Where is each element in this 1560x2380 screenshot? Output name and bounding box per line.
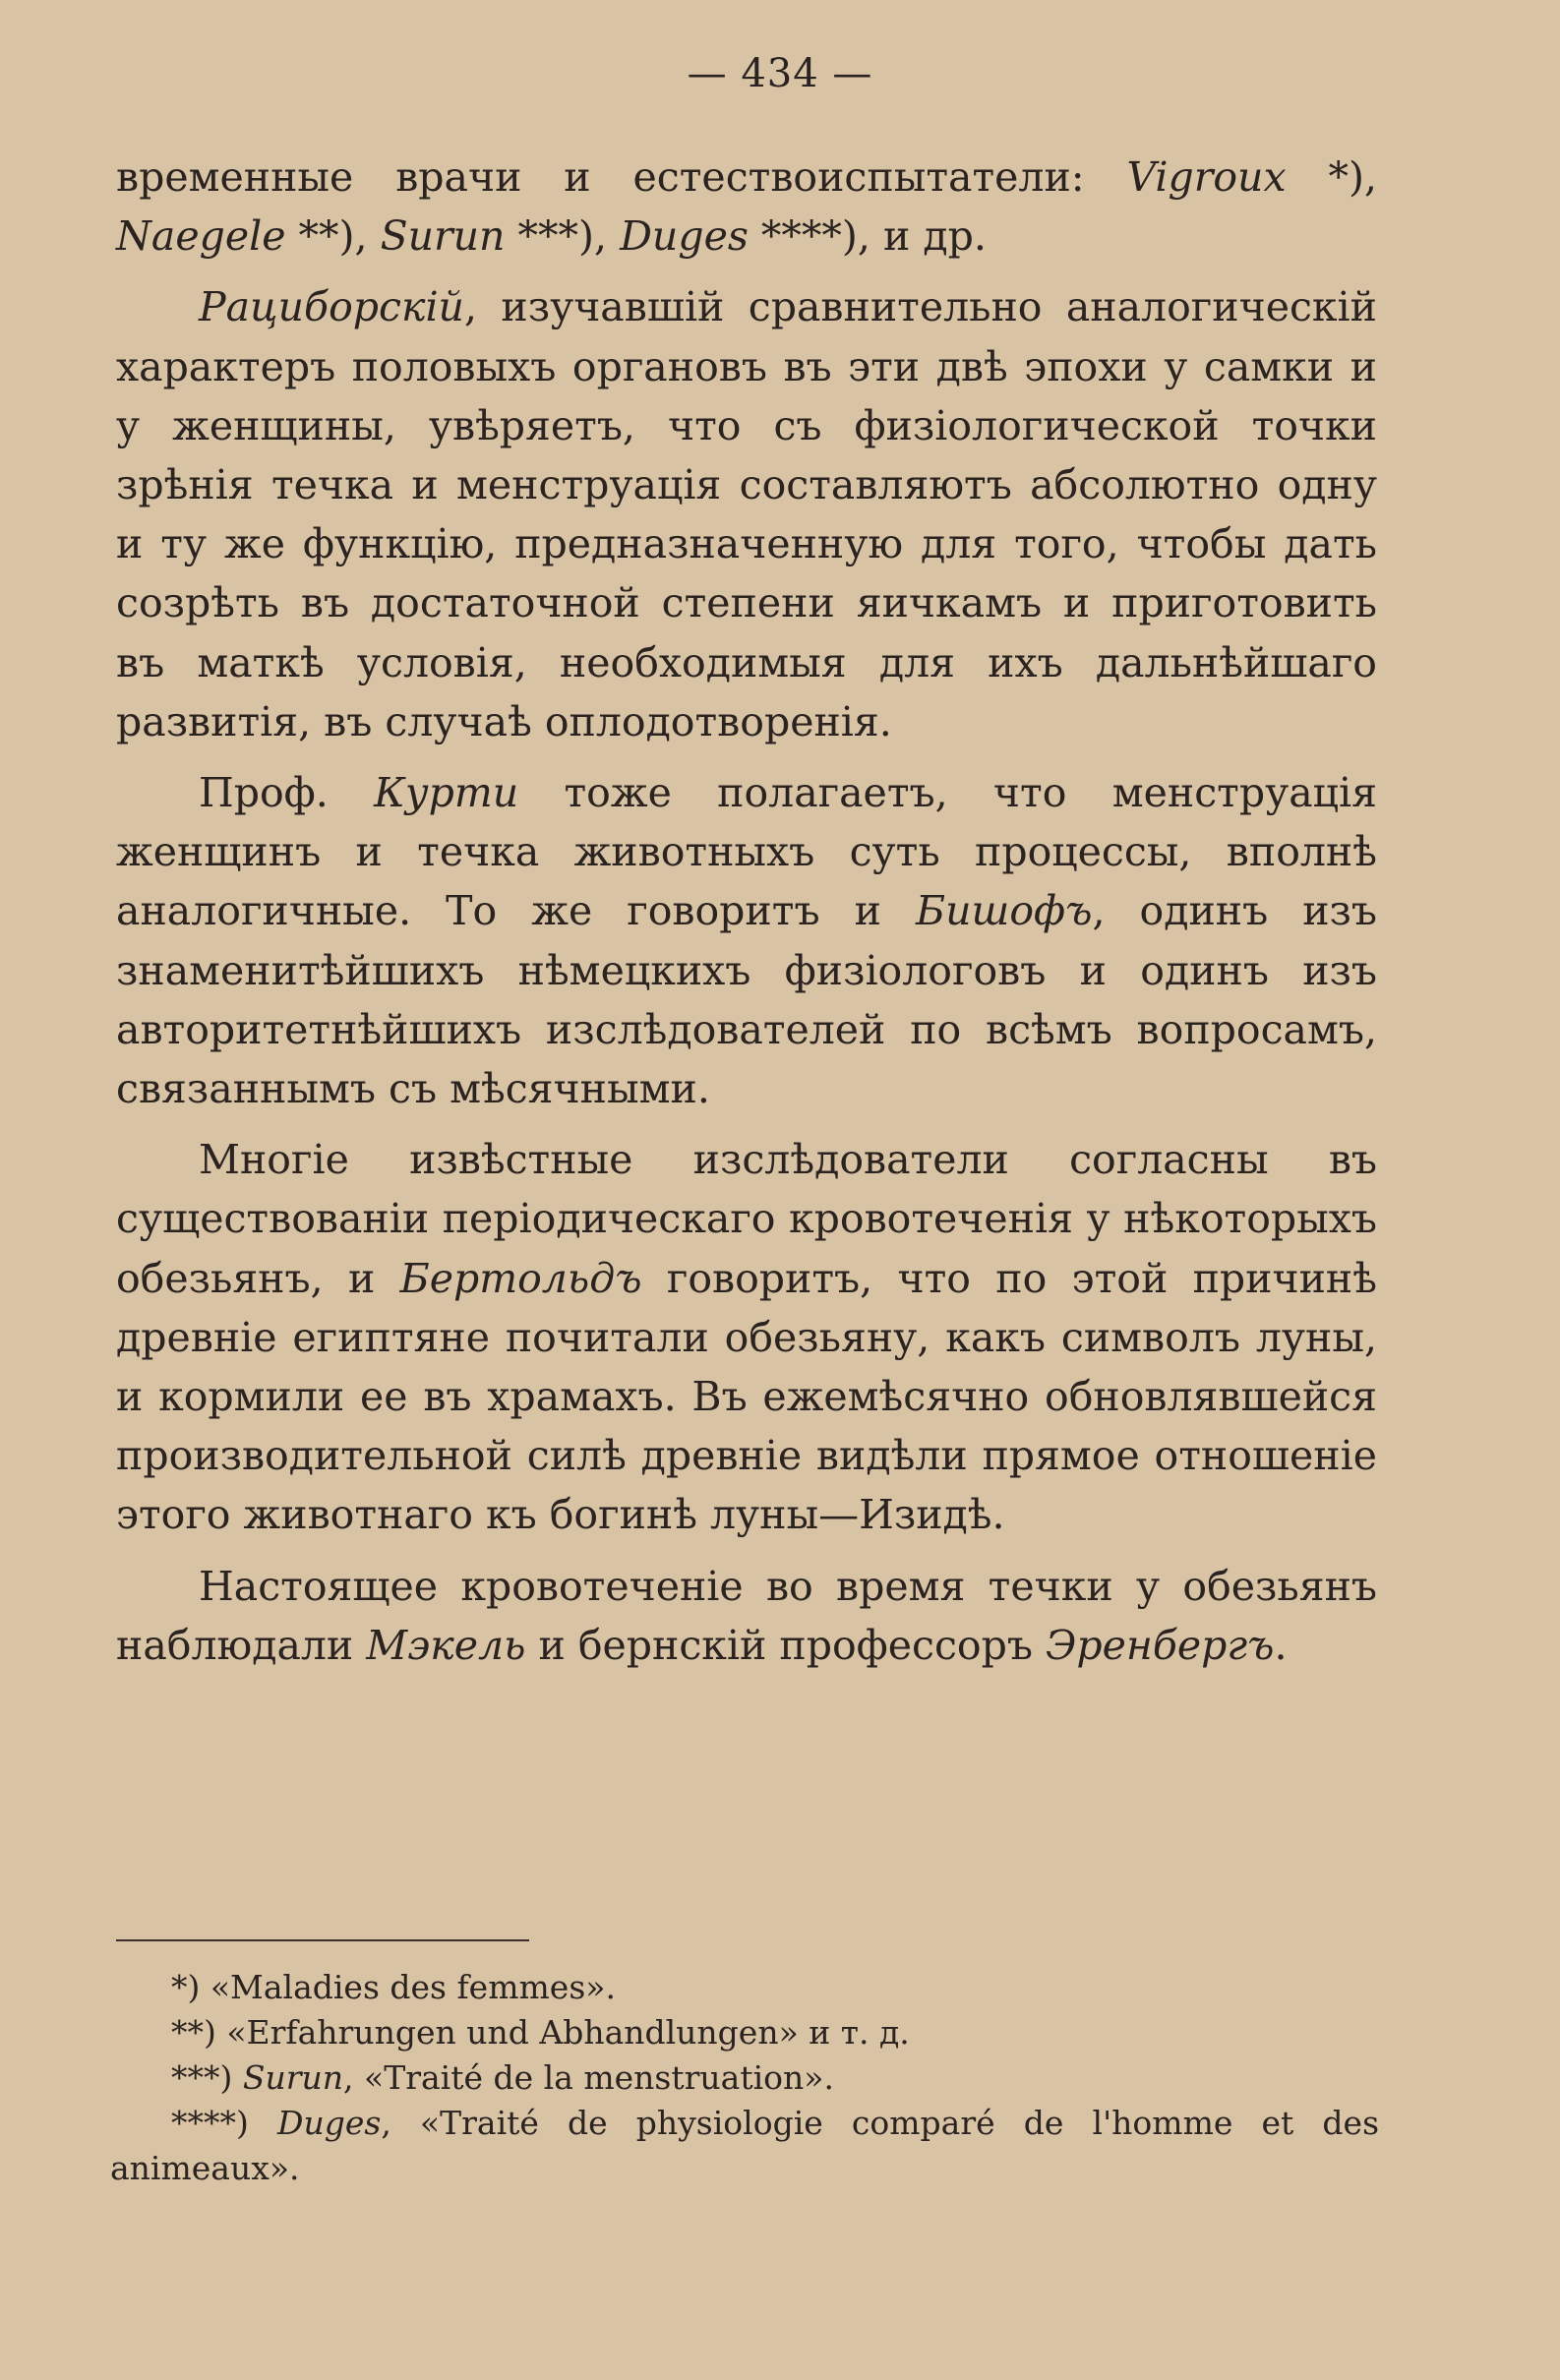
text-run: Настоящее кровотеченіе во время течки у обезьянъ наблюдали [116, 1562, 1377, 1669]
text-run: ****), и др. [748, 212, 987, 261]
footnote-text: , «Traité de physiologie comparé de l'homme et des animeaux». [110, 2104, 1380, 2187]
paragraph-berthold [116, 1130, 1377, 1544]
footnote-4 [110, 2101, 1379, 2191]
footnote-1 [110, 1965, 1379, 2010]
text-run: Многіе извѣстные изслѣдователи согласны въ существованіи періодическаго кровотеченія у нѣкоторыхъ обезьянъ, и [116, 1136, 1377, 1302]
footnote-divider [116, 1939, 529, 1941]
footnote-author: Duges [277, 2104, 382, 2142]
author-name: Бишофъ [915, 887, 1093, 935]
paragraph-curti [116, 763, 1377, 1118]
text-run: . [1274, 1621, 1288, 1669]
text-run: временные врачи и естествоиспытатели: [116, 153, 1127, 201]
footnote-text: , «Traité de la menstruation». [343, 2058, 834, 2097]
paragraph-meckel [116, 1557, 1377, 1675]
main-text [116, 148, 1377, 1675]
text-run: **), [285, 212, 381, 261]
paragraph-raciborski [116, 277, 1377, 751]
text-run: , одинъ изъ знаменитѣйшихъ нѣмецкихъ физіологовъ и одинъ изъ авторитетнѣйшихъ изслѣдователей по всѣмъ вопросамъ, связаннымъ съ мѣсячными. [116, 887, 1377, 1113]
footnotes [110, 1965, 1379, 2191]
footnote-text: «Maladies des femmes». [200, 1968, 616, 2006]
author-name: Рациборскій [199, 283, 464, 331]
text-run: и бернскій профессоръ [525, 1621, 1046, 1669]
author-name: Surun [380, 212, 506, 261]
page-number: — 434 — [687, 51, 873, 96]
footnote-mark: ****) [171, 2104, 249, 2142]
footnote-mark: **) [171, 2013, 216, 2052]
footnote-mark: ***) [171, 2058, 233, 2097]
footnote-2 [110, 2010, 1379, 2055]
footnote-mark: *) [171, 1968, 201, 2006]
author-name: Эренбергъ [1045, 1621, 1275, 1669]
text-run: тоже полагаетъ, что менструація женщинъ и течка животныхъ суть процессы, вполнѣ аналогичные. То же говоритъ и [116, 769, 1377, 935]
text-run: ***), [505, 212, 621, 261]
text-run: говоритъ, что по этой причинѣ древніе египтяне почитали обезьяну, какъ символъ луны, и кормили ее въ храмахъ. Въ ежемѣсячно обновлявшейся производительной силѣ древніе видѣли прямое отношеніе этого животнаго къ богинѣ луны—Изидѣ. [116, 1254, 1377, 1539]
paragraph-continuation [116, 148, 1377, 266]
author-name: Мэкель [366, 1621, 526, 1669]
footnote-3 [110, 2055, 1379, 2101]
author-name: Duges [620, 212, 749, 261]
footnote-text: «Erfahrungen und Abhandlungen» и т. д. [215, 2013, 910, 2052]
author-name: Бертольдъ [399, 1254, 642, 1302]
text-run: , изучавшій сравнительно аналогическій характеръ половыхъ органовъ въ эти двѣ эпохи у самки и у женщины, увѣряетъ, что съ физіологической точки зрѣнія течка и менструація составляютъ абсолютно одну и ту же функцію, предназначенную для того, чтобы дать созрѣть въ достаточной степени яичкамъ и приготовить въ маткѣ условія, необходимыя для ихъ дальнѣйшаго развитія, въ случаѣ оплодотворенія. [116, 283, 1377, 745]
author-name: Vigroux [1126, 153, 1287, 201]
footnote-author: Surun [242, 2058, 344, 2097]
author-name: Naegele [116, 212, 286, 261]
text-run: Проф. [199, 769, 375, 817]
text-run: *), [1286, 153, 1378, 201]
author-name: Курти [374, 769, 519, 817]
